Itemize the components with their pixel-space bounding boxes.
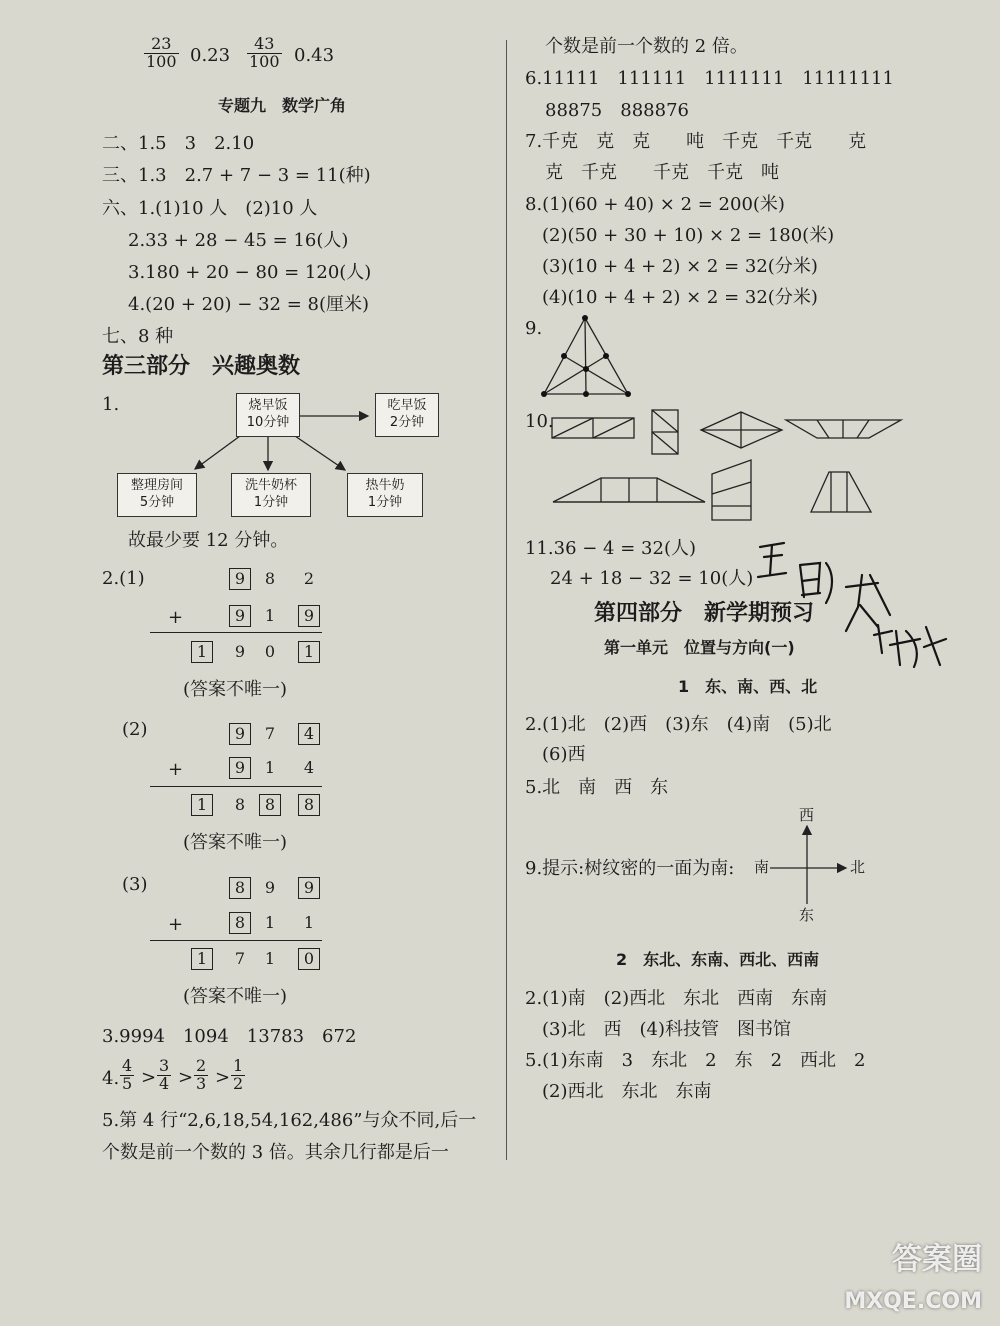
answer-line: 六、1.(1)10 人 (2)10 人 — [102, 198, 318, 219]
numerator: 23 — [151, 34, 172, 53]
digit: 1 — [264, 606, 276, 625]
part-four-heading: 第四部分 新学期预习 — [594, 601, 815, 626]
question-number: (2) — [122, 719, 148, 740]
section-two-heading: 2 东北、东南、西北、西南 — [616, 950, 820, 969]
answer-line: 11.36 − 4 = 32(人) — [525, 538, 696, 559]
flow-box-heat-milk — [347, 473, 423, 517]
answer-line: 24 + 18 − 32 = 10(人) — [550, 568, 754, 589]
unit-one-heading: 第一单元 位置与方向(一) — [604, 638, 795, 657]
answer-line: 88875 888876 — [545, 100, 689, 121]
denominator: 100 — [249, 51, 280, 71]
numerator: 1 — [233, 1056, 244, 1075]
digit-box: 4 — [298, 723, 320, 745]
box-label: 热牛奶 — [365, 478, 405, 494]
box-time: 10分钟 — [246, 415, 290, 430]
plus-sign: + — [168, 759, 184, 780]
box-label: 烧早饭 — [248, 398, 288, 414]
column-divider — [506, 40, 507, 1160]
note-not-unique: (答案不唯一) — [183, 679, 288, 700]
note-not-unique: (答案不唯一) — [183, 832, 288, 853]
answer-line: (3)北 西 (4)科技管 图书馆 — [542, 1019, 791, 1040]
digit-box: 8 — [259, 794, 281, 816]
watermark-url: MXQE.COM — [844, 1289, 982, 1314]
part-three-heading: 第三部分 兴趣奥数 — [102, 354, 301, 379]
answer-line: 8.(1)(60 + 40) × 2 = 200(米) — [525, 194, 785, 215]
digit-box: 9 — [229, 568, 251, 590]
flow-box-cook-breakfast — [236, 393, 300, 437]
digit: 1 — [303, 913, 315, 932]
denominator: 5 — [122, 1073, 133, 1093]
digit: 1 — [264, 758, 276, 777]
compass-top-label: 西 — [799, 806, 815, 824]
decimal-value: 0.23 — [190, 45, 231, 66]
answer-line: 2.(1)北 (2)西 (3)东 (4)南 (5)北 — [525, 714, 832, 735]
answer-line: 三、1.3 2.7 + 7 − 3 = 11(种) — [102, 165, 371, 186]
answer-line: 克 千克 千克 千克 吨 — [545, 162, 779, 183]
box-time: 5分钟 — [139, 495, 175, 510]
compass-bottom-label: 东 — [799, 906, 815, 924]
digit: 2 — [303, 569, 315, 588]
answer-line: 故最少要 12 分钟。 — [128, 530, 289, 551]
flow-box-tidy-room — [117, 473, 197, 517]
plus-sign: + — [168, 914, 184, 935]
digit-box: 1 — [191, 794, 213, 816]
box-time: 1分钟 — [367, 495, 403, 510]
denominator: 4 — [159, 1073, 170, 1093]
digit: 9 — [234, 642, 246, 661]
digit-box: 8 — [229, 877, 251, 899]
sum-line — [150, 940, 322, 941]
sum-line — [150, 786, 322, 787]
topic-nine-heading: 专题九 数学广角 — [218, 96, 347, 115]
greater-than: > — [141, 1067, 157, 1088]
answer-line: 2.33 + 28 − 45 = 16(人) — [128, 230, 349, 251]
answer-line: 七、8 种 — [102, 326, 174, 347]
numerator: 2 — [196, 1056, 207, 1075]
box-label: 吃早饭 — [387, 398, 427, 414]
denominator: 100 — [146, 51, 177, 71]
box-label: 整理房间 — [130, 478, 183, 494]
answer-line: (2)(50 + 30 + 10) × 2 = 180(米) — [542, 225, 835, 246]
fraction-3-4 — [157, 1058, 171, 1093]
answer-line: 二、1.5 3 2.10 — [102, 133, 255, 154]
question-number: 2.(1) — [102, 568, 145, 589]
flow-box-wash-cup — [231, 473, 311, 517]
digit-box: 9 — [298, 605, 320, 627]
digit-box: 9 — [298, 877, 320, 899]
question-number: 9. — [525, 318, 543, 339]
sum-line — [150, 632, 322, 633]
answer-line: (3)(10 + 4 + 2) × 2 = 32(分米) — [542, 256, 818, 277]
question-number: 1. — [102, 394, 120, 415]
numerator: 4 — [122, 1056, 133, 1075]
watermark-logo: 答案圈 — [892, 1242, 982, 1277]
answer-line: (2)西北 东北 东南 — [542, 1081, 712, 1102]
section-one-heading: 1 东、南、西、北 — [678, 677, 818, 696]
digit-box: 8 — [229, 912, 251, 934]
greater-than: > — [215, 1067, 231, 1088]
digit: 8 — [264, 569, 276, 588]
digit: 8 — [234, 795, 246, 814]
box-time: 2分钟 — [389, 415, 425, 430]
answer-line: (6)西 — [542, 744, 586, 765]
fraction-1-2 — [231, 1058, 245, 1093]
digit-box: 1 — [191, 948, 213, 970]
fraction-2-3 — [194, 1058, 208, 1093]
answer-line: 9.提示:树纹密的一面为南: — [525, 858, 735, 879]
fraction-23-100 — [144, 36, 179, 71]
digit-box: 9 — [229, 605, 251, 627]
digit: 7 — [234, 949, 246, 968]
digit: 4 — [303, 758, 315, 777]
digit: 1 — [264, 913, 276, 932]
fraction-43-100 — [247, 36, 282, 71]
compass-right-label: 北 — [850, 858, 866, 876]
answer-line: 个数是前一个数的 2 倍。 — [545, 36, 748, 57]
answer-line: 3.180 + 20 − 80 = 120(人) — [128, 262, 372, 283]
question-number: 10. — [525, 411, 554, 432]
decimal-value: 0.43 — [294, 45, 335, 66]
greater-than: > — [178, 1067, 194, 1088]
handwriting-scribble — [750, 535, 950, 685]
triangle-figure — [540, 314, 650, 399]
answer-line: (4)(10 + 4 + 2) × 2 = 32(分米) — [542, 287, 818, 308]
digit: 7 — [264, 724, 276, 743]
compass-left-label: 南 — [754, 858, 770, 876]
answer-line: 3.9994 1094 13783 672 — [102, 1026, 357, 1047]
digit-box: 9 — [229, 757, 251, 779]
digit: 9 — [264, 878, 276, 897]
digit-box: 1 — [191, 641, 213, 663]
numerator: 43 — [254, 34, 275, 53]
answer-line: 2.(1)南 (2)西北 东北 西南 东南 — [525, 988, 828, 1009]
digit-box: 9 — [229, 723, 251, 745]
numerator: 3 — [159, 1056, 170, 1075]
digit-box: 1 — [298, 641, 320, 663]
answer-line: 4.(20 + 20) − 32 = 8(厘米) — [128, 294, 370, 315]
digit: 1 — [264, 949, 276, 968]
answer-line: 个数是前一个数的 3 倍。其余几行都是后一 — [102, 1142, 449, 1163]
fraction-4-5 — [120, 1058, 134, 1093]
answer-line: 6.11111 111111 1111111 11111111 — [525, 68, 894, 89]
note-not-unique: (答案不唯一) — [183, 986, 288, 1007]
shapes-figure — [545, 402, 915, 522]
plus-sign: + — [168, 607, 184, 628]
denominator: 3 — [196, 1073, 207, 1093]
answer-line: 5.(1)东南 3 东北 2 东 2 西北 2 — [525, 1050, 866, 1071]
answer-line: 5.北 南 西 东 — [525, 777, 669, 798]
answer-line: 5.第 4 行“2,6,18,54,162,486”与众不同,后一 — [102, 1110, 477, 1131]
box-label: 洗牛奶杯 — [244, 478, 297, 494]
answer-line: 7.千克 克 克 吨 千克 千克 克 — [525, 131, 867, 152]
question-number: (3) — [122, 874, 148, 895]
box-time: 1分钟 — [253, 495, 289, 510]
digit: 0 — [264, 642, 276, 661]
digit-box: 8 — [298, 794, 320, 816]
question-number: 4. — [102, 1068, 120, 1089]
flow-box-eat-breakfast — [375, 393, 439, 437]
denominator: 2 — [233, 1073, 244, 1093]
digit-box: 0 — [298, 948, 320, 970]
